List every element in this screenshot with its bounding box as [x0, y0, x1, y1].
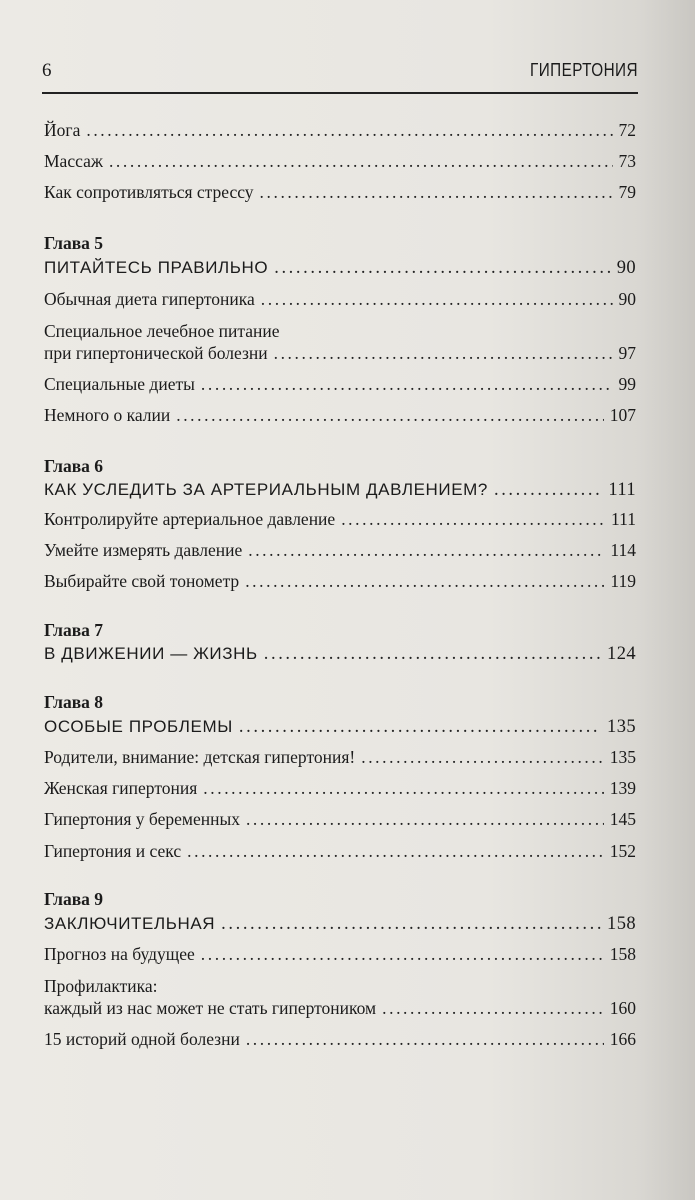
toc-entry[interactable] [44, 182, 636, 202]
toc-entry-page: 79 [618, 182, 636, 202]
leader-dots [176, 405, 604, 425]
toc-entry-page: 145 [609, 809, 636, 829]
chapter-page: 135 [607, 717, 636, 737]
toc-entry-title: Умейте измерять давление [44, 540, 243, 560]
toc-entry-page: 99 [618, 374, 636, 394]
toc-entry-first-line: Специальное лечебное питание [44, 321, 280, 341]
leader-dots [109, 151, 613, 171]
leader-dots [264, 644, 601, 664]
toc-entry[interactable] [44, 809, 636, 829]
chapter-page: 158 [607, 914, 636, 934]
leader-dots [494, 480, 602, 500]
leader-dots [201, 944, 604, 964]
toc-entry[interactable] [44, 1029, 636, 1049]
leader-dots [361, 747, 604, 767]
chapter-page: 124 [607, 644, 636, 664]
toc-entry-page: 107 [609, 405, 636, 425]
toc-entry-page: 166 [609, 1029, 636, 1049]
toc-entry-page: 139 [609, 778, 636, 798]
leader-dots [341, 509, 605, 529]
toc-entry[interactable] [44, 571, 636, 591]
toc-entry-title: Родители, внимание: детская гипертония! [44, 747, 356, 767]
toc-entry[interactable] [44, 374, 636, 394]
toc-entry-title: Йога [44, 120, 81, 140]
toc-entry-title: Массаж [44, 151, 103, 171]
leader-dots [203, 778, 603, 798]
toc-entry[interactable] [44, 540, 636, 560]
toc-entry-title: 15 историй одной болезни [44, 1029, 240, 1049]
toc-entry-title: при гипертонической болезни [44, 343, 268, 363]
toc-entry-page: 90 [618, 289, 636, 309]
toc-entry-title: Контролируйте артериальное давление [44, 509, 336, 529]
chapter-title: ПИТАЙТЕСЬ ПРАВИЛЬНО [44, 258, 269, 277]
leader-dots [86, 120, 612, 140]
page-number: 6 [42, 60, 52, 81]
leader-dots [239, 717, 601, 737]
toc-entry-page: 119 [610, 571, 636, 591]
chapter-title-entry[interactable] [44, 717, 636, 737]
toc-entry-title: Гипертония у беременных [44, 809, 240, 829]
toc-entry[interactable] [44, 778, 636, 798]
page-header [42, 52, 638, 94]
chapter-label: Глава 8 [44, 692, 104, 712]
toc-entry-title: Обычная диета гипертоника [44, 289, 255, 309]
toc-entry[interactable] [44, 998, 636, 1018]
toc-entry-title: Специальные диеты [44, 374, 195, 394]
toc-entry[interactable] [44, 944, 636, 964]
toc-entry[interactable] [44, 405, 636, 425]
toc-entry-page: 158 [609, 944, 636, 964]
toc-entry[interactable] [44, 151, 636, 171]
toc-entry-page: 97 [618, 343, 636, 363]
leader-dots [245, 571, 604, 591]
toc-entry-first-line: Профилактика: [44, 976, 158, 996]
leader-dots [248, 540, 604, 560]
toc-entry-title: Гипертония и секс [44, 841, 182, 861]
leader-dots [221, 914, 601, 934]
toc-entry-page: 114 [610, 540, 636, 560]
toc-entry-title: Женская гипертония [44, 778, 198, 798]
toc-entry-page: 135 [609, 747, 636, 767]
leader-dots [382, 998, 604, 1018]
leader-dots [274, 343, 613, 363]
toc-entry[interactable] [44, 747, 636, 767]
running-title: ГИПЕРТОНИЯ [530, 60, 638, 80]
toc-entry-page: 152 [609, 841, 636, 861]
toc-entry-page: 73 [618, 151, 636, 171]
toc-entry-title: Как сопротивляться стрессу [44, 182, 254, 202]
chapter-label: Глава 7 [44, 620, 104, 640]
toc-entry-page: 160 [609, 998, 636, 1018]
chapter-title: ЗАКЛЮЧИТЕЛЬНАЯ [44, 914, 216, 933]
chapter-page: 90 [616, 258, 636, 278]
chapter-title: ОСОБЫЕ ПРОБЛЕМЫ [44, 717, 233, 736]
chapter-page: 111 [608, 480, 636, 500]
leader-dots [201, 374, 613, 394]
leader-dots [246, 809, 604, 829]
toc-entry-title: Немного о калии [44, 405, 171, 425]
leader-dots [187, 841, 604, 861]
toc-entry-title: каждый из нас может не стать гипертоником [44, 998, 377, 1018]
chapter-label: Глава 5 [44, 233, 104, 253]
toc-entry[interactable] [44, 343, 636, 363]
toc-entry[interactable] [44, 120, 636, 140]
chapter-title-entry[interactable] [44, 644, 636, 664]
toc-entry-page: 111 [611, 509, 636, 529]
chapter-title: КАК УСЛЕДИТЬ ЗА АРТЕРИАЛЬНЫМ ДАВЛЕНИЕМ? [44, 480, 488, 499]
toc-entry[interactable] [44, 289, 636, 309]
leader-dots [260, 182, 613, 202]
toc-entry-page: 72 [618, 120, 636, 140]
leader-dots [246, 1029, 604, 1049]
chapter-label: Глава 9 [44, 889, 104, 909]
chapter-title-entry[interactable] [44, 258, 636, 278]
leader-dots [261, 289, 613, 309]
chapter-title: В ДВИЖЕНИИ — ЖИЗНЬ [44, 644, 258, 663]
leader-dots [274, 258, 610, 278]
chapter-title-entry[interactable] [44, 480, 636, 500]
toc-entry-title: Выбирайте свой тонометр [44, 571, 240, 591]
toc-entry[interactable] [44, 841, 636, 861]
chapter-title-entry[interactable] [44, 914, 636, 934]
toc-entry[interactable] [44, 509, 636, 529]
toc-entry-title: Прогноз на будущее [44, 944, 195, 964]
chapter-label: Глава 6 [44, 456, 104, 476]
